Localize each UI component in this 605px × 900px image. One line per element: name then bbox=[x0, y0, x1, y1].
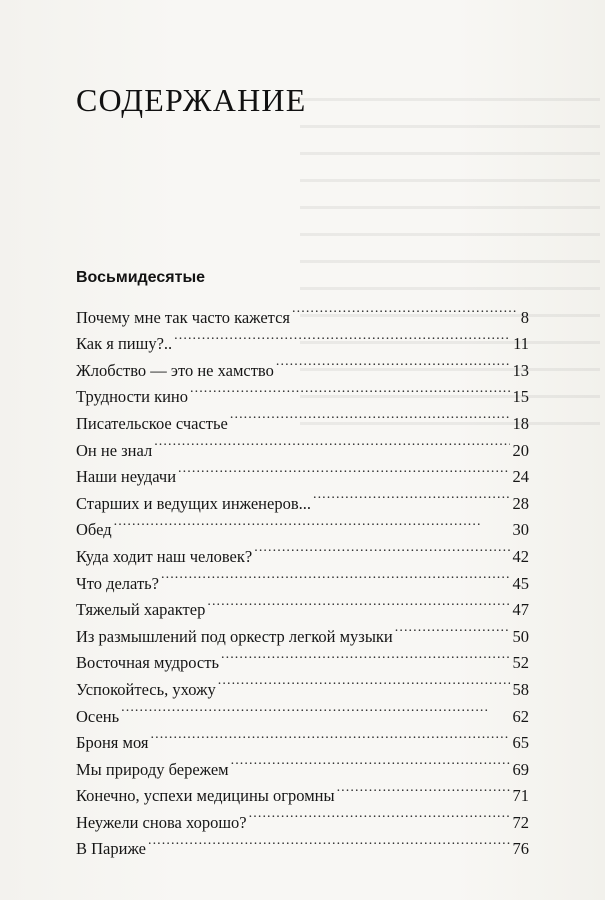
toc-entry-page-number: 47 bbox=[512, 600, 529, 620]
toc-entry-title: Обед bbox=[76, 520, 112, 540]
toc-entry-title: В Париже bbox=[76, 839, 146, 859]
page-title: СОДЕРЖАНИЕ bbox=[76, 82, 307, 118]
dot-leader bbox=[174, 323, 510, 350]
toc-entry-title: Почему мне так часто кажется bbox=[76, 307, 291, 327]
toc-entry-page-number: 45 bbox=[512, 573, 529, 593]
toc-entry-page-number: 20 bbox=[512, 440, 529, 460]
dot-leader bbox=[313, 482, 510, 509]
toc-entry bbox=[76, 722, 529, 753]
table-of-contents bbox=[76, 296, 529, 859]
dot-leader bbox=[221, 642, 510, 669]
dot-leader bbox=[230, 402, 510, 429]
dot-leader bbox=[148, 828, 510, 855]
toc-entry-page-number: 52 bbox=[512, 653, 529, 673]
toc-entry bbox=[76, 509, 529, 540]
toc-entry-title: Писательское счастье bbox=[76, 413, 228, 433]
dot-leader bbox=[395, 615, 510, 642]
toc-entry-page-number: 18 bbox=[512, 413, 529, 433]
toc-entry-page-number: 62 bbox=[512, 706, 529, 726]
toc-entry bbox=[76, 695, 529, 726]
toc-entry-page-number: 42 bbox=[512, 546, 529, 566]
dot-leader bbox=[161, 562, 510, 589]
toc-entry-page-number: 11 bbox=[513, 334, 529, 354]
toc-entry-page-number: 15 bbox=[512, 387, 529, 407]
dot-leader bbox=[292, 296, 518, 323]
dot-leader bbox=[254, 535, 509, 562]
toc-entry bbox=[76, 535, 529, 566]
toc-entry-title: Осень bbox=[76, 706, 120, 726]
dot-leader bbox=[114, 509, 510, 536]
toc-entry-title: Конечно, успехи медицины огромны bbox=[76, 786, 335, 806]
toc-entry-title: Восточная мудрость bbox=[76, 653, 219, 673]
dot-leader bbox=[121, 695, 509, 722]
dot-leader bbox=[337, 775, 510, 802]
toc-entry-page-number: 24 bbox=[512, 467, 529, 487]
toc-entry-page-number: 71 bbox=[512, 786, 529, 806]
toc-entry-title: Броня моя bbox=[76, 733, 149, 753]
dot-leader bbox=[276, 349, 510, 376]
toc-entry bbox=[76, 296, 529, 327]
toc-entry-title: Куда ходит наш человек? bbox=[76, 546, 253, 566]
dot-leader bbox=[207, 589, 509, 616]
toc-entry-title: Из размышлений под оркестр легкой музыки bbox=[76, 626, 393, 646]
toc-entry-title: Неужели снова хорошо? bbox=[76, 812, 247, 832]
toc-entry-page-number: 28 bbox=[512, 493, 529, 513]
toc-entry-title: Старших и ведущих инженеров... bbox=[76, 493, 311, 513]
toc-entry-title: Как я пишу?.. bbox=[76, 334, 173, 354]
toc-entry-page-number: 65 bbox=[512, 733, 529, 753]
dot-leader bbox=[190, 376, 510, 403]
toc-entry-page-number: 8 bbox=[520, 307, 529, 327]
toc-entry-page-number: 30 bbox=[512, 520, 529, 540]
toc-entry-page-number: 13 bbox=[512, 360, 529, 380]
section-heading: Восьмидесятые bbox=[76, 269, 205, 286]
dot-leader bbox=[218, 668, 510, 695]
toc-entry-title: Мы природу бережем bbox=[76, 759, 229, 779]
toc-entry-title: Он не знал bbox=[76, 440, 153, 460]
toc-entry-title: Наши неудачи bbox=[76, 467, 177, 487]
toc-entry-page-number: 58 bbox=[512, 679, 529, 699]
toc-entry-page-number: 69 bbox=[512, 759, 529, 779]
dot-leader bbox=[178, 456, 509, 483]
toc-entry-title: Что делать? bbox=[76, 573, 159, 593]
dot-leader bbox=[249, 801, 510, 828]
dot-leader bbox=[154, 429, 509, 456]
toc-entry-title: Тяжелый характер bbox=[76, 600, 206, 620]
toc-entry-title: Трудности кино bbox=[76, 387, 188, 407]
toc-entry-title: Жлобство — это не хамство bbox=[76, 360, 274, 380]
toc-entry-page-number: 72 bbox=[512, 812, 529, 832]
toc-entry-page-number: 50 bbox=[512, 626, 529, 646]
dot-leader bbox=[231, 748, 510, 775]
dot-leader bbox=[151, 722, 510, 749]
toc-entry-page-number: 76 bbox=[512, 839, 529, 859]
toc-entry-title: Успокойтесь, ухожу bbox=[76, 679, 216, 699]
